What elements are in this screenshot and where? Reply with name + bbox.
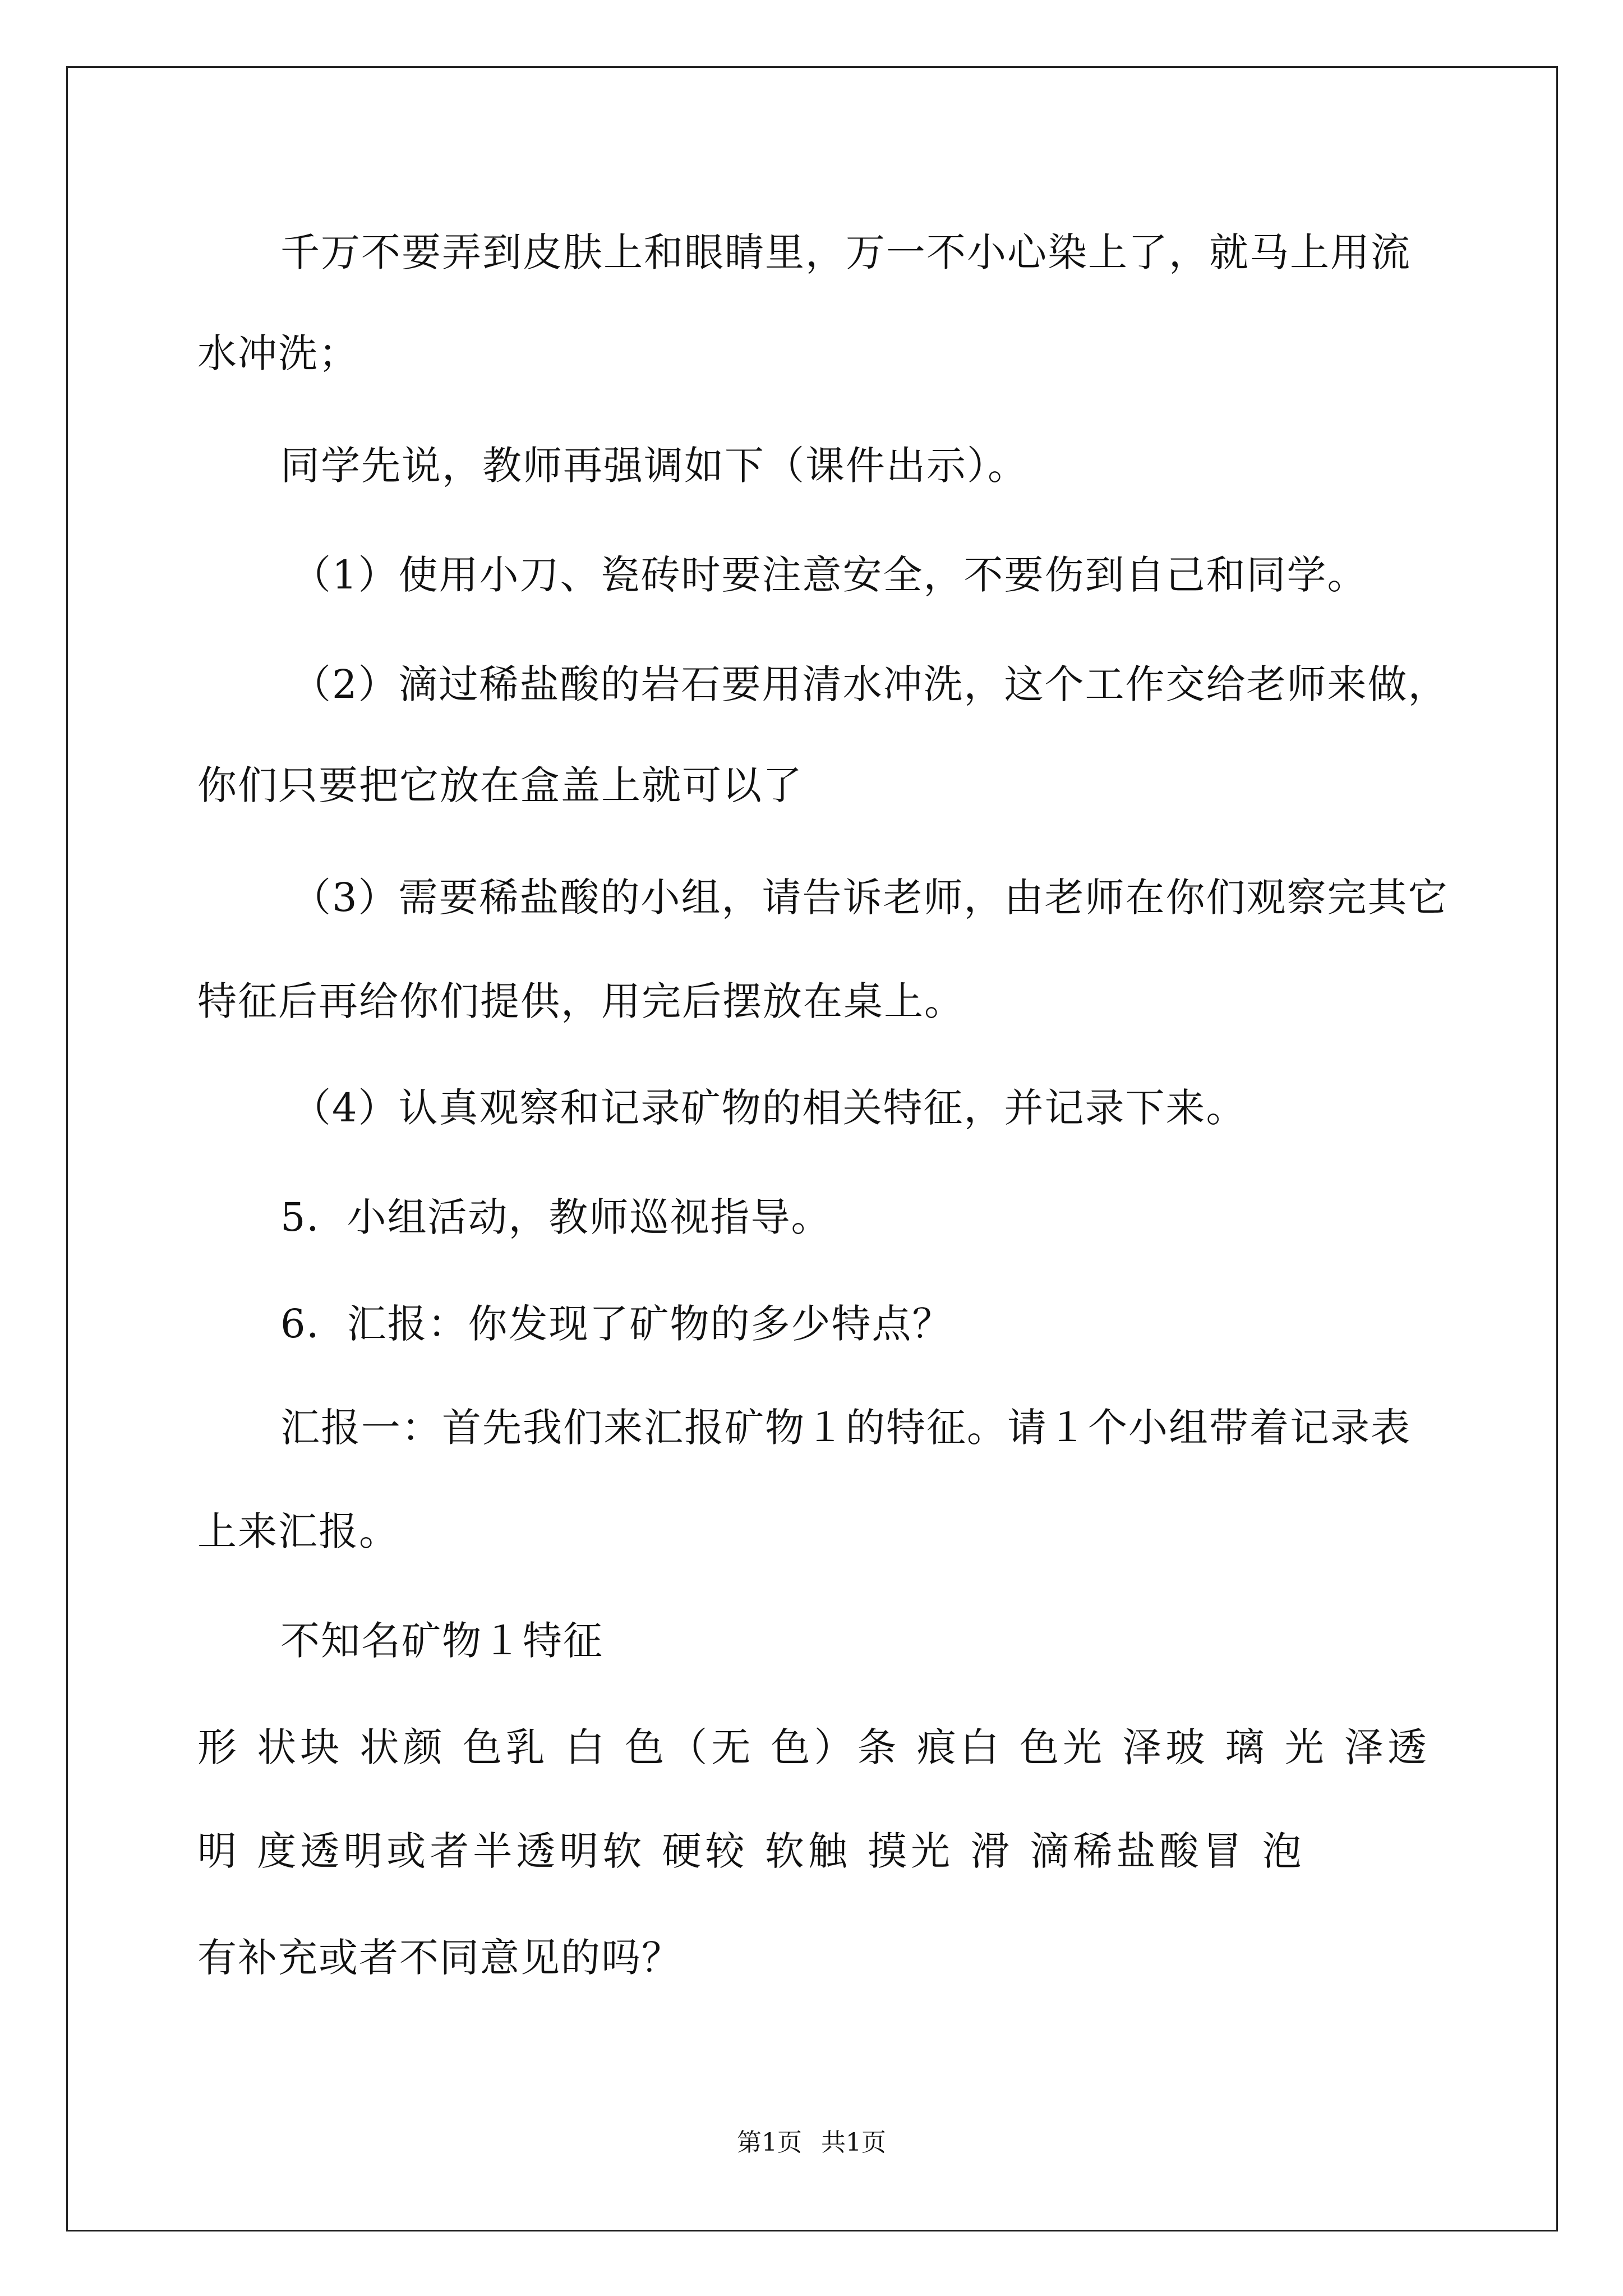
text-line-14: 不知名矿物１特征 — [280, 1618, 603, 1664]
text-line-15: 形 状块 状颜 色乳 白 色（无 色）条 痕白 色光 泽玻 璃 光 泽透 — [197, 1724, 1431, 1770]
page-footer — [0, 2126, 1623, 2160]
text-line-4: （1）使用小刀、瓷砖时要注意安全，不要伤到自己和同学。 — [292, 552, 1368, 598]
text-line-16: 明 度透明或者半透明软 硬较 软触 摸光 滑 滴稀盐酸冒 泡 — [197, 1828, 1306, 1874]
text-line-7: （3）需要稀盐酸的小组，请告诉老师，由老师在你们观察完其它 — [292, 875, 1449, 921]
text-line-5: （2）滴过稀盐酸的岩石要用清水冲洗，这个工作交给老师来做， — [292, 661, 1449, 707]
text-line-6: 你们只要把它放在盒盖上就可以了 — [197, 762, 803, 808]
text-line-13: 上来汇报。 — [197, 1508, 399, 1554]
page-total: 共1页 — [821, 2128, 886, 2157]
page-border — [66, 66, 1558, 2231]
text-line-8: 特征后再给你们提供，用完后摆放在桌上。 — [197, 978, 965, 1024]
page-number: 第1页 — [737, 2128, 802, 2157]
text-line-9: （4）认真观察和记录矿物的相关特征，并记录下来。 — [292, 1085, 1247, 1131]
text-line-1: 千万不要弄到皮肤上和眼睛里，万一不小心染上了，就马上用流 — [280, 229, 1411, 275]
text-line-11: 6．汇报：你发现了矿物的多少特点？ — [280, 1301, 953, 1347]
text-line-12: 汇报一：首先我们来汇报矿物１的特征。请１个小组带着记录表 — [280, 1405, 1411, 1451]
text-line-3: 同学先说，教师再强调如下（课件出示）。 — [280, 443, 1028, 489]
text-line-10: 5．小组活动，教师巡视指导。 — [280, 1194, 832, 1240]
text-line-2: 水冲洗； — [197, 330, 359, 376]
text-line-17: 有补充或者不同意见的吗？ — [197, 1935, 682, 1981]
